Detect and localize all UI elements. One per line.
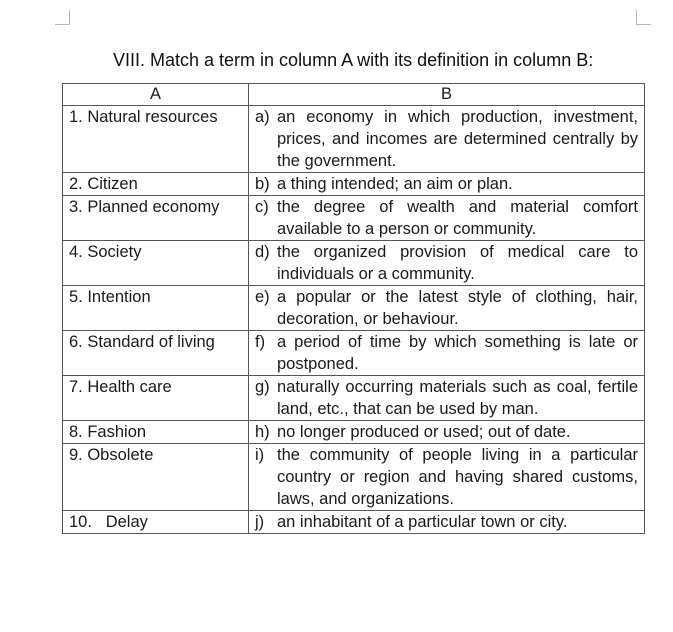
definition-letter: d) [255,243,270,261]
definition-cell [249,421,645,444]
definition-cell [249,331,645,376]
definition-letter: c) [255,198,269,216]
definition-cell [249,376,645,421]
table-row [63,106,645,173]
definition-text: a thing intended; an aim or plan. [277,175,513,193]
definition-cell [249,196,645,241]
table-row [63,331,645,376]
term-cell [63,196,249,241]
definition-letter: a) [255,108,270,126]
definition-cell [249,286,645,331]
table-row [63,421,645,444]
table-row [63,376,645,421]
term-text: 1. Natural resources [69,108,218,126]
column-b-header: B [249,84,645,106]
term-cell [63,173,249,196]
definition-text: the organized provision of medical care to individuals or a community. [277,243,638,283]
matching-table [62,83,645,534]
definition-text: an economy in which production, investment, prices, and incomes are determined centrally by the government. [277,108,638,170]
definition-cell [249,511,645,534]
term-text: 3. Planned economy [69,198,220,216]
table-row [63,444,645,511]
definition-text: a period of time by which something is late or postponed. [277,333,638,373]
definition-letter: h) [255,423,270,441]
term-cell [63,376,249,421]
definition-text: the community of people living in a particular country or region and having shared customs, laws, and organizations. [277,446,638,508]
term-text: 10. Delay [69,513,148,531]
definition-text: the degree of wealth and material comfort available to a person or community. [277,198,638,238]
definition-letter: e) [255,288,270,306]
term-cell [63,241,249,286]
term-text: 7. Health care [69,378,172,396]
term-text: 5. Intention [69,288,151,306]
definition-letter: g) [255,378,270,396]
term-text: 4. Society [69,243,142,261]
crop-mark-top-right [636,10,651,25]
term-cell [63,331,249,376]
table-header-row [63,84,645,106]
definition-text: no longer produced or used; out of date. [277,423,571,441]
term-cell [63,444,249,511]
definition-text: an inhabitant of a particular town or city. [277,513,568,531]
crop-mark-top-left [55,10,70,25]
term-cell [63,106,249,173]
definition-letter: b) [255,175,270,193]
table-row [63,196,645,241]
term-cell [63,421,249,444]
definition-text: naturally occurring materials such as coal, fertile land, etc., that can be used by man. [277,378,638,418]
term-text: 9. Obsolete [69,446,154,464]
term-text: 8. Fashion [69,423,147,441]
definition-cell [249,106,645,173]
table-row [63,511,645,534]
definition-letter: i) [255,446,265,464]
definition-text: a popular or the latest style of clothing, hair, decoration, or behaviour. [277,288,638,328]
definition-cell [249,173,645,196]
column-a-header: A [63,84,249,106]
table-row [63,286,645,331]
term-cell [63,511,249,534]
table-row [63,241,645,286]
term-text: 2. Citizen [69,175,138,193]
term-cell [63,286,249,331]
definition-letter: f) [255,333,266,351]
definition-letter: j) [255,513,265,531]
term-text: 6. Standard of living [69,333,215,351]
table-row [63,173,645,196]
definition-cell [249,444,645,511]
definition-cell [249,241,645,286]
exercise-heading: VIII. Match a term in column A with its definition in column B: [113,50,594,70]
